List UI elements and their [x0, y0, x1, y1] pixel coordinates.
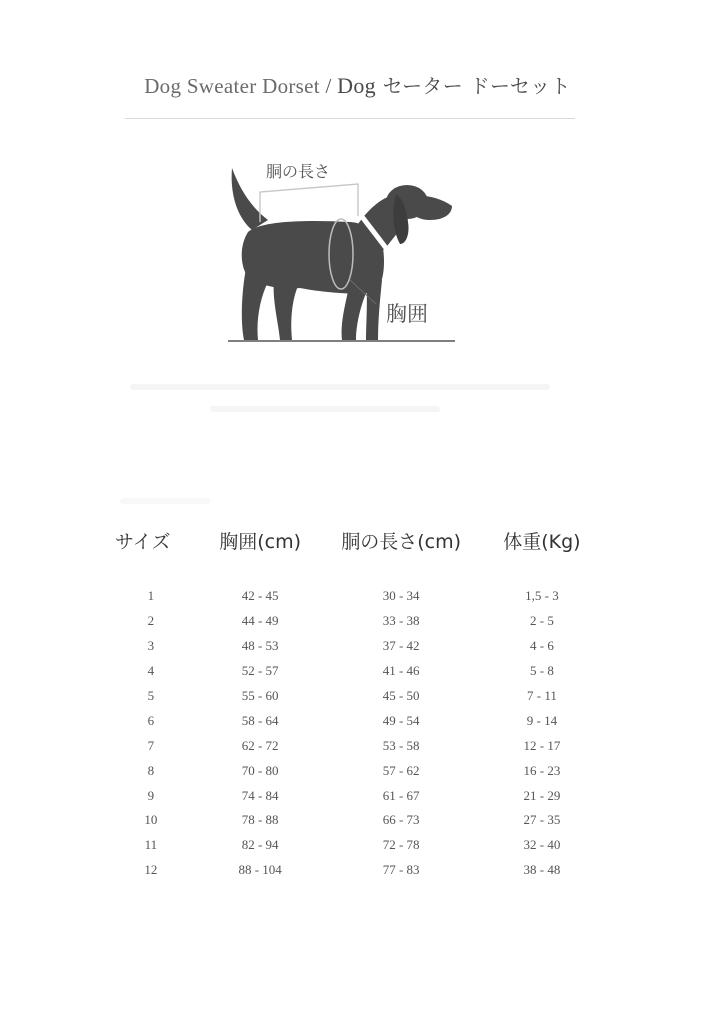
cell-body-length: 33 - 38 [382, 613, 420, 629]
cell-weight: 32 - 40 [523, 837, 561, 853]
cell-body-length: 37 - 42 [382, 638, 420, 654]
table-row [100, 833, 600, 858]
cell-chest: 74 - 84 [241, 787, 279, 803]
table-row [100, 733, 600, 758]
cell-size: 4 [147, 663, 155, 679]
cell-chest: 55 - 60 [241, 688, 279, 703]
title-japanese-dog: Dog [337, 73, 376, 98]
cell-body-length: 72 - 78 [382, 837, 420, 853]
dog-tail [232, 168, 268, 230]
cell-chest: 58 - 64 [241, 712, 279, 728]
cell-size: 9 [147, 787, 155, 803]
cell-body-length: 77 - 83 [382, 862, 420, 878]
cell-weight: 1,5 - 3 [525, 588, 559, 604]
table-row [100, 808, 600, 833]
header-body-length: 胴の長さ(cm) [341, 530, 461, 553]
header-chest: 胸囲(cm) [219, 530, 302, 553]
cell-size: 12 [144, 862, 158, 878]
cell-weight: 12 - 17 [523, 737, 561, 753]
dog-front-leg-2 [366, 278, 382, 340]
cell-weight: 16 - 23 [523, 762, 561, 778]
table-row [100, 858, 600, 883]
cell-size: 11 [144, 837, 158, 853]
dog-muzzle [410, 196, 452, 220]
body-length-marker [260, 184, 358, 222]
cell-body-length: 57 - 62 [382, 762, 420, 778]
title-japanese [337, 74, 571, 98]
cell-chest: 48 - 53 [241, 638, 279, 654]
cell-size: 8 [147, 762, 155, 778]
cell-body-length: 45 - 50 [382, 688, 420, 703]
size-table-header-row [100, 520, 600, 560]
cell-size: 3 [147, 638, 155, 654]
body-length-label: 胴の長さ [266, 162, 331, 181]
table-row [100, 659, 600, 684]
cell-size: 10 [144, 812, 158, 828]
table-row [100, 758, 600, 783]
cell-chest: 88 - 104 [238, 862, 282, 878]
faded-text-line [210, 406, 440, 412]
table-row [100, 684, 600, 709]
table-row [100, 609, 600, 634]
cell-body-length: 66 - 73 [382, 812, 420, 828]
cell-size: 5 [147, 688, 155, 703]
cell-size: 2 [147, 613, 155, 629]
cell-chest: 44 - 49 [241, 613, 279, 629]
title-separator: / [325, 74, 332, 98]
cell-size: 6 [147, 712, 155, 728]
cell-body-length: 53 - 58 [382, 737, 420, 753]
cell-size: 1 [147, 588, 155, 604]
dog-measurement-illustration [200, 150, 480, 350]
cell-chest: 62 - 72 [241, 737, 279, 753]
title-divider [125, 118, 575, 119]
page-title [0, 70, 715, 99]
cell-chest: 78 - 88 [241, 812, 279, 828]
table-row [100, 634, 600, 659]
title-japanese-rest: セーター ドーセット [382, 74, 571, 98]
title-english: Dog Sweater Dorset [144, 74, 320, 98]
table-row [100, 708, 600, 733]
cell-weight: 4 - 6 [529, 638, 554, 654]
faded-text-line [120, 498, 210, 504]
cell-weight: 2 - 5 [529, 613, 554, 629]
chest-girth-label: 胸囲 [386, 302, 428, 326]
faded-text-line [130, 384, 550, 390]
cell-chest: 82 - 94 [241, 837, 279, 853]
table-row [100, 783, 600, 808]
table-row [100, 584, 600, 609]
cell-weight: 9 - 14 [526, 712, 558, 728]
cell-body-length: 41 - 46 [382, 663, 420, 679]
cell-weight: 7 - 11 [526, 688, 557, 703]
header-size: サイズ [115, 530, 171, 553]
cell-weight: 38 - 48 [523, 862, 561, 878]
cell-body-length: 49 - 54 [382, 712, 420, 728]
cell-body-length: 30 - 34 [382, 588, 420, 604]
header-weight: 体重(Kg) [503, 530, 581, 553]
cell-size: 7 [147, 737, 155, 753]
cell-weight: 21 - 29 [523, 787, 561, 803]
cell-chest: 70 - 80 [241, 762, 279, 778]
cell-weight: 27 - 35 [523, 812, 561, 828]
table-spacer [100, 560, 600, 584]
cell-body-length: 61 - 67 [382, 787, 420, 803]
cell-chest: 42 - 45 [241, 588, 279, 604]
size-table [100, 520, 600, 883]
cell-chest: 52 - 57 [241, 663, 279, 679]
cell-weight: 5 - 8 [529, 663, 554, 679]
dog-back-leg-2 [274, 278, 298, 340]
